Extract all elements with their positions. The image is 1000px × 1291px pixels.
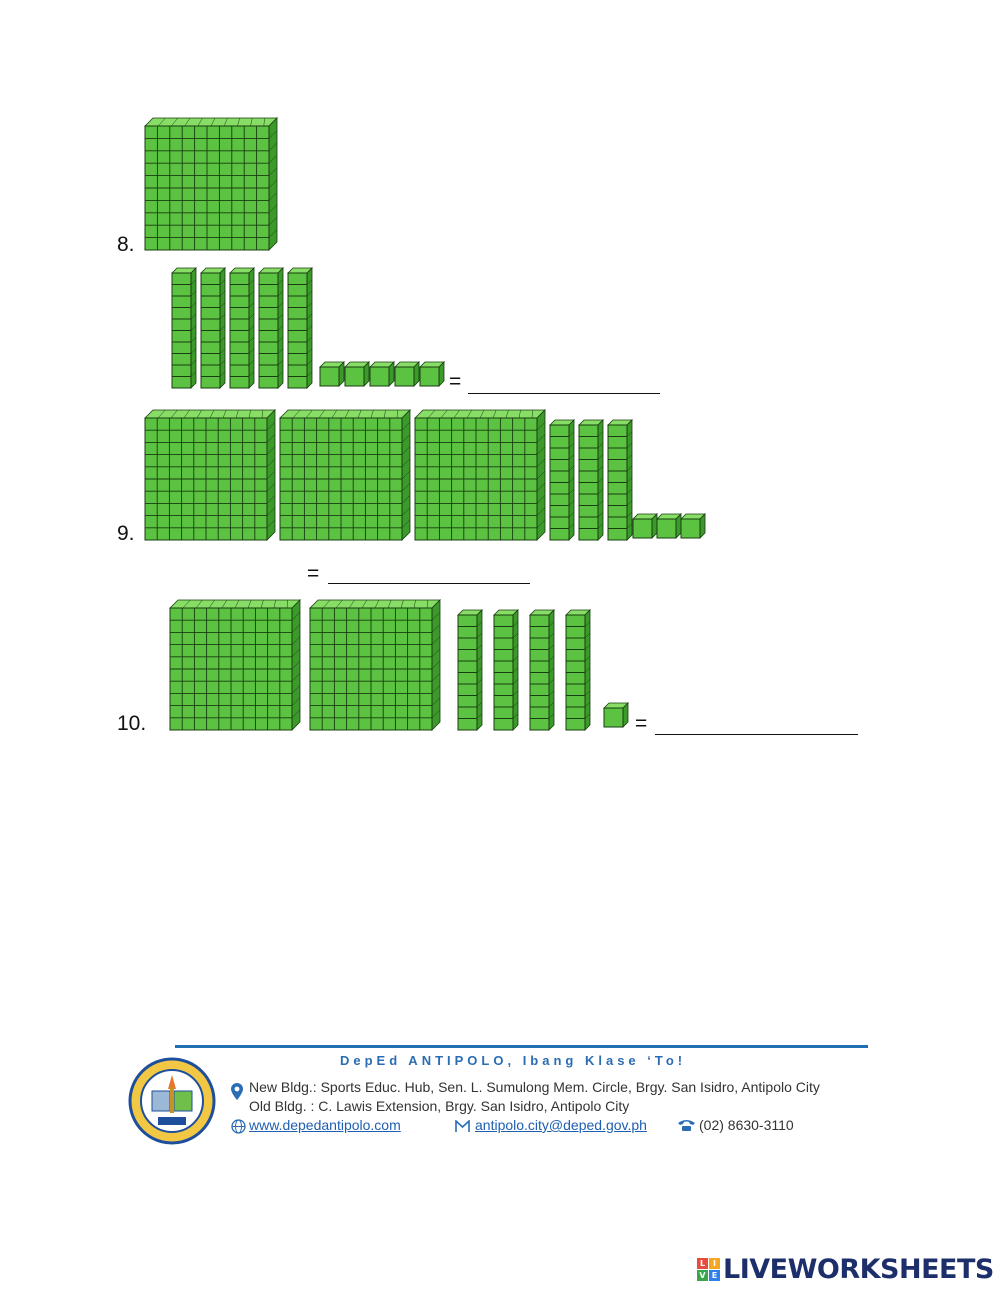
ones-cube-block: [395, 362, 419, 386]
ones-cube-block: [681, 514, 705, 538]
equals-sign: =: [635, 712, 648, 735]
tens-rod-block: [230, 268, 254, 388]
footer-motto: DepEd ANTIPOLO, Ibang Klase ‘To!: [340, 1053, 687, 1068]
tens-rod-block: [172, 268, 196, 388]
ones-cube-block: [345, 362, 369, 386]
tens-rod-block: [608, 420, 632, 540]
question-number-9: 9.: [117, 522, 135, 545]
phone-number: (02) 8630-3110: [699, 1117, 794, 1133]
equals-sign: =: [449, 370, 462, 393]
liveworksheets-boxes-icon: [697, 1258, 720, 1281]
mail-icon: [455, 1120, 470, 1133]
tens-rod-block: [201, 268, 225, 388]
lw-box-letter: I: [709, 1258, 720, 1269]
tens-rod-block: [550, 420, 574, 540]
ones-cube-block: [604, 703, 628, 727]
globe-icon: [231, 1119, 246, 1134]
address-old-building: Old Bldg. : C. Lawis Extension, Brgy. San Isidro, Antipolo City: [249, 1098, 630, 1114]
deped-seal-logo: [128, 1057, 216, 1145]
lw-box-letter: E: [709, 1270, 720, 1281]
hundreds-flat-block: [310, 600, 440, 730]
lw-box-letter: L: [697, 1258, 708, 1269]
liveworksheets-wordmark: LIVEWORKSHEETS: [723, 1254, 994, 1285]
answer-blank[interactable]: [328, 565, 530, 584]
ones-cube-block: [633, 514, 657, 538]
tens-rod-block: [288, 268, 312, 388]
footer-rule: [175, 1045, 868, 1048]
phone-icon: [677, 1119, 696, 1132]
tens-rod-block: [494, 610, 518, 730]
hundreds-flat-block: [170, 600, 300, 730]
tens-rod-block: [259, 268, 283, 388]
ones-cube-block: [657, 514, 681, 538]
tens-rod-block: [566, 610, 590, 730]
answer-blank[interactable]: [468, 375, 660, 394]
website-link[interactable]: www.depedantipolo.com: [249, 1117, 401, 1133]
hundreds-flat-block: [415, 410, 545, 540]
lw-box-letter: V: [697, 1270, 708, 1281]
answer-blank[interactable]: [655, 716, 858, 735]
liveworksheets-logo[interactable]: [697, 1254, 994, 1285]
ones-cube-block: [420, 362, 444, 386]
email-link[interactable]: antipolo.city@deped.gov.ph: [475, 1117, 647, 1133]
tens-rod-block: [579, 420, 603, 540]
hundreds-flat-block: [145, 118, 277, 250]
location-pin-icon: [231, 1083, 243, 1100]
ones-cube-block: [370, 362, 394, 386]
tens-rod-block: [530, 610, 554, 730]
equals-sign: =: [307, 562, 320, 585]
address-new-building: New Bldg.: Sports Educ. Hub, Sen. L. Sumulong Mem. Circle, Brgy. San Isidro, Antipolo City: [249, 1079, 820, 1095]
hundreds-flat-block: [280, 410, 410, 540]
question-number-10: 10.: [117, 712, 147, 735]
ones-cube-block: [320, 362, 344, 386]
question-number-8: 8.: [117, 233, 135, 256]
tens-rod-block: [458, 610, 482, 730]
hundreds-flat-block: [145, 410, 275, 540]
